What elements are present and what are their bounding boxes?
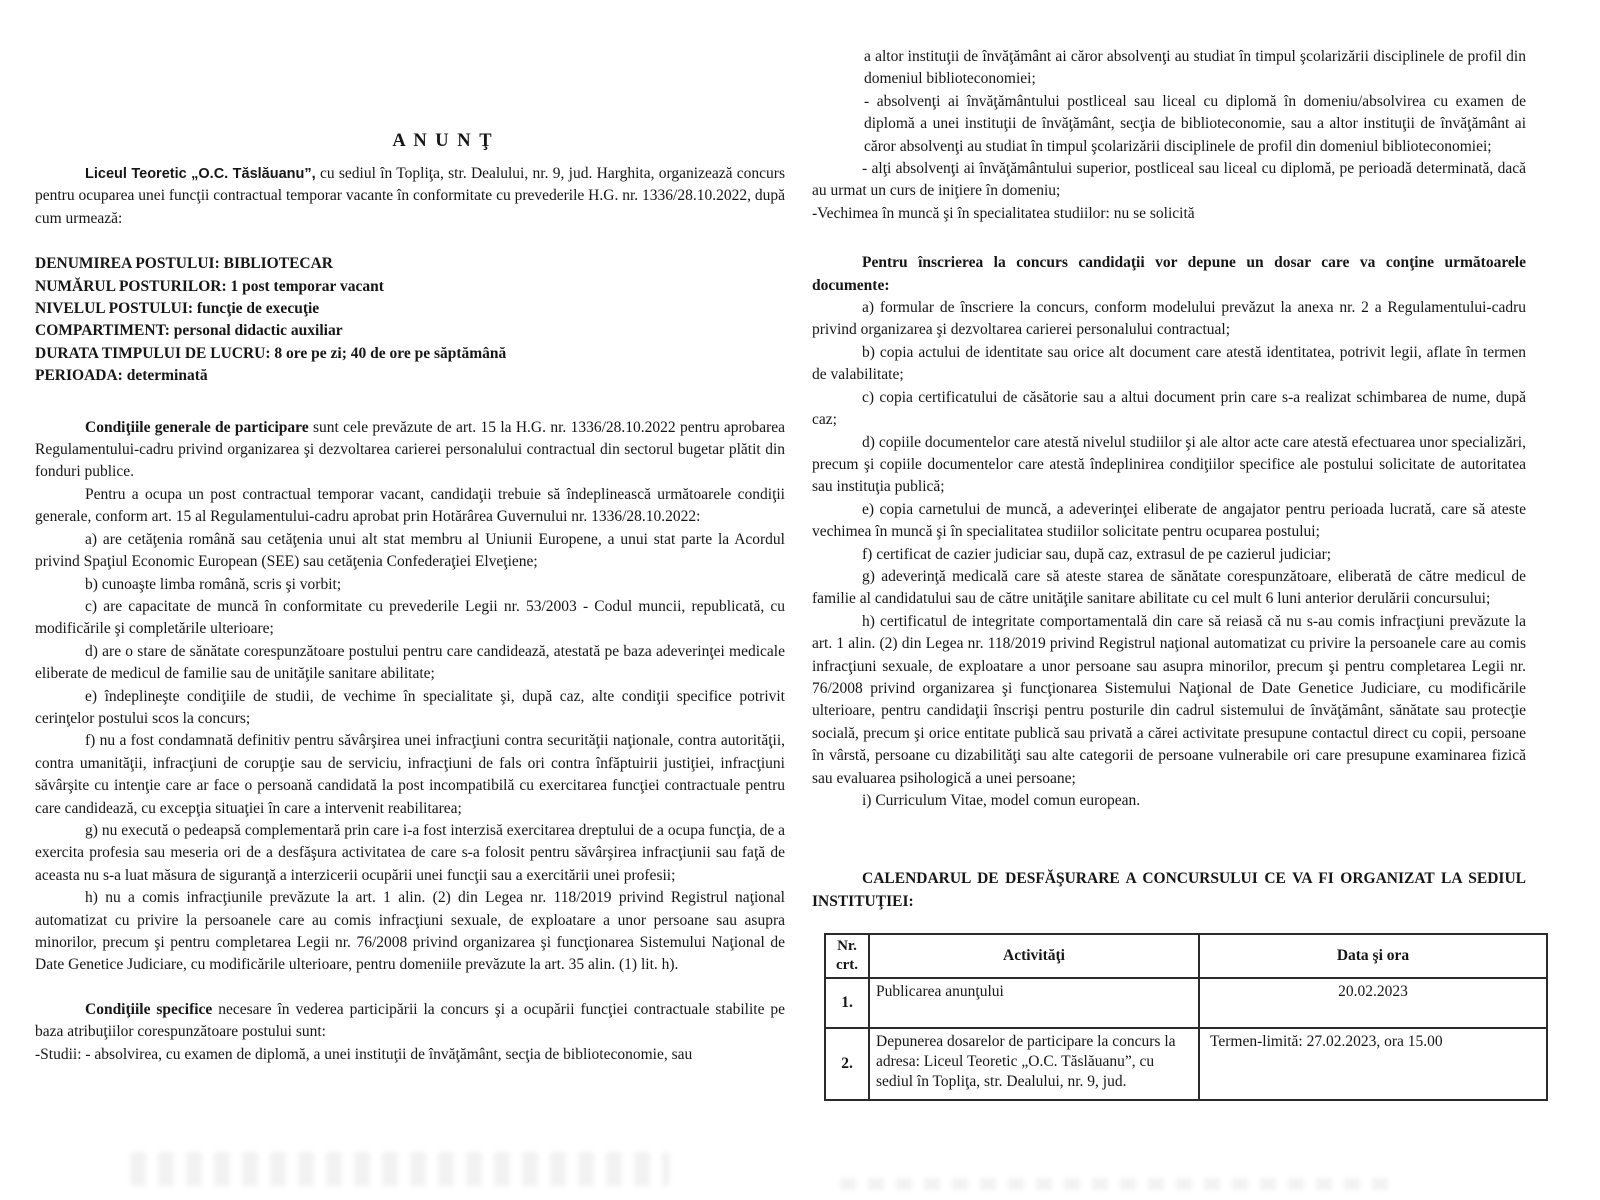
calendar-table-header-row: [825, 934, 1547, 978]
cell-date-1: 20.02.2023: [1199, 978, 1547, 1028]
right-column: [812, 46, 1526, 1101]
job-detail-worktime: DURATA TIMPULUI DE LUCRU: 8 ore pe zi; 40 de ore pe săptămână: [35, 344, 507, 362]
general-conditions-intro: Pentru a ocupa un post contractual temporar vacant, candidaţii trebuie să îndeplinească următoarele condiţii generale, conform art. 15 al Regulamentului-cadru aprobat prin Hotărârea Guvernului nr. 1336/28.10.2022:: [35, 485, 785, 526]
job-detail-position: DENUMIREA POSTULUI: BIBLIOTECAR: [35, 255, 333, 273]
general-conditions-lead: [35, 417, 785, 484]
job-detail-period: PERIOADA: determinată: [35, 367, 208, 385]
general-condition-item-b: b) cunoaşte limba română, scris şi vorbit;: [85, 575, 342, 593]
intro-paragraph: [35, 163, 785, 230]
dossier-item-e: e) copia carnetului de muncă, a adeverinţei eliberate de angajator pentru perioada lucrată, care să ateste vechimea în muncă şi în specialitatea studiilor solicitate pentru ocuparea postului;: [812, 500, 1526, 541]
general-condition-item-a: a) are cetăţenia română sau cetăţenia unui alt stat membru al Uniunii Europene, a unui stat parte la Acordul privind Spaţiul Economic European (SEE) sau cetăţenia Confederaţiei Elveţiene;: [35, 530, 785, 571]
job-details-block: [35, 253, 785, 387]
specific-conditions-lead: [35, 999, 785, 1044]
table-header-activity: Activităţi: [869, 934, 1199, 978]
dossier-item-a: a) formular de înscriere la concurs, conform modelului prevăzut la anexa nr. 2 a Regulamentului-cadru privind organizarea şi dezvoltarea carierei personalului contractual;: [812, 299, 1526, 339]
studies-continuation-1: a altor instituţii de învăţământ ai căror absolvenţi au studiat în timpul şcolarizării disciplinele de profil din domeniul biblioteconomiei;: [864, 48, 1526, 88]
cell-nr-2: 2.: [825, 1028, 869, 1100]
general-condition-item-d: d) are o stare de sănătate corespunzătoare postului pentru care candidează, atestată pe baza adeverinţei medicale eliberate de medicul de familie sau de unităţile sanitare abilitate;: [35, 642, 785, 683]
job-detail-level: NIVELUL POSTULUI: funcţie de execuţie: [35, 300, 320, 318]
general-conditions-lead-rest: sunt cele prevăzute de art. 15 la H.G. nr. 1336/28.10.2022 pentru aprobarea Regulamentului-cadru privind organizarea şi dezvoltarea carierei personalului contractual din sectorul bugetar plătit din fonduri publice.: [35, 418, 786, 481]
institution-name: Liceul Teoretic „O.C. Tăslăuanu”,: [85, 166, 316, 182]
general-condition-item-e: e) îndeplineşte condiţiile de studii, de vechime în specialitate şi, după caz, alte condiţii specifice potrivit cerinţelor postului scos la concurs;: [35, 687, 785, 727]
calendar-heading: CALENDARUL DE DESFĂŞURARE A CONCURSULUI CE VA FI ORGANIZAT LA SEDIUL INSTITUŢIEI:: [812, 870, 1526, 910]
job-detail-compartment: COMPARTIMENT: personal didactic auxiliar: [35, 322, 343, 340]
experience-line: -Vechimea în muncă şi în specialitatea studiilor: nu se solicită: [812, 204, 1195, 222]
intro-text: cu sediul în Topliţa, str. Dealului, nr. 9, jud. Harghita, organizează concurs pentru ocuparea unei funcţii contractual temporar vacante în conformitate cu prevederile H.G. nr. 1336/28.10.2022, după cum urmează:: [35, 165, 785, 227]
dossier-item-b: b) copia actului de identitate sau orice alt document care atestă identitatea, potrivit legii, aflate în termen de valabilitate;: [812, 343, 1526, 384]
table-row-1: [825, 978, 1547, 1028]
general-condition-item-h: h) nu a comis infracţiunile prevăzute la art. 1 alin. (2) din Legea nr. 118/2019 privind Registrul naţional automatizat cu privire la persoanele care au comis infracţiuni sexuale, de exploatare a unor persoane sau asupra minorilor, precum şi pentru completarea Legii nr. 76/2008 privind organizarea şi funcţionarea Sistemului Naţional de Date Genetice Judiciare, cu modificările ulterioare, pentru domeniile prevăzute la art. 35 alin. (1) lit. h).: [35, 889, 785, 974]
general-condition-item-g: g) nu execută o pedeapsă complementară prin care i-a fost interzisă exercitarea dreptului de a ocupa funcţia, de a exercita profesia sau meseria ori de a desfăşura activitatea de care s-a folosit pentru săvârşirea infracţiunii sau faţă de aceasta nu s-a luat măsura de siguranţă a interzicerii ocupării unei funcţii sau a exercitării unei profesii;: [35, 821, 785, 884]
dossier-heading: Pentru înscrierea la concurs candidaţii vor depune un dosar care va conţine următoarele documente:: [812, 254, 1526, 294]
general-condition-item-f: f) nu a fost condamnată definitiv pentru săvârşirea unei infracţiuni contra securităţii naţionale, contra autorităţii, contra umanităţii, infracţiuni de corupţie sau de serviciu, infracţiuni de fals ori contra înfăptuirii justiţiei, infracţiuni săvârşite cu intenţie care ar face o persoană candidată la post incompatibilă cu exercitarea funcţiei contractuale pentru care candidează, cu excepţia situaţiei în care a intervenit reabilitarea;: [35, 732, 785, 817]
job-detail-count: NUMĂRUL POSTURILOR: 1 post temporar vacant: [35, 277, 384, 295]
scan-bleed-artifact: [840, 1178, 1400, 1190]
cell-activity-1: Publicarea anunţului: [869, 978, 1199, 1028]
dossier-item-h: h) certificatul de integritate comportamentală din care să reiasă că nu s-au comis infracţiuni prevăzute la art. 1 alin. (2) din Legea nr. 118/2019 privind Registrul naţional automatizat cu privire la persoanele care au comis infracţiuni sexuale, de exploatare a unor persoane sau asupra minorilor, precum şi pentru completarea Legii nr. 76/2008 privind organizarea şi funcţionarea Sistemului Naţional de Date Genetice Judiciare, cu modificările ulterioare, pentru candidaţii înscrişi pentru posturile din cadrul sistemului de învăţământ, sănătate sau protecţie socială, precum şi orice entitate publică sau privată a cărei activitate presupune contactul direct cu copii, persoane în vârstă, persoane cu dizabilităţi sau alte categorii de persoane vulnerabile ori care presupune examinarea fizică sau evaluarea psihologică a unei persoane;: [812, 612, 1526, 787]
table-header-date: Data şi ora: [1199, 934, 1547, 978]
table-row-2: [825, 1028, 1547, 1100]
studies-line: -Studii: - absolvirea, cu examen de diplomă, a unei instituţii de învăţământ, secţia de biblioteconomie, sau: [35, 1045, 693, 1063]
studies-continuation-2: - absolvenţi ai învăţământului postliceal sau liceal cu diplomă în domeniu/absolvirea cu examen de diplomă a unei instituţii de învăţământ, secţia de biblioteconomie, sau a altor instituţii de învăţământ ai căror absolvenţi au studiat în timpul şcolarizării disciplinele de profil din domeniul biblioteconomiei;: [864, 92, 1526, 155]
dossier-item-f: f) certificat de cazier judiciar sau, după caz, extrasul de pe cazierul judiciar;: [862, 545, 1332, 563]
doc-title: A N U N Ţ: [392, 131, 494, 151]
specific-conditions-lead-bold: Condiţiile specifice: [85, 1000, 213, 1018]
specific-conditions-lead-rest: necesare în vederea participării la concurs şi a ocupării funcţiei contractuale stabilite pe baza atribuţiilor corespunzătoare postului sunt:: [35, 1000, 785, 1041]
table-header-nr: Nr. crt.: [825, 934, 869, 978]
studies-continuation-3: - alţi absolvenţi ai învăţământului superior, postliceal sau liceal cu diplomă, pe perioadă determinată, dacă au urmat un curs de iniţiere în domeniu;: [812, 160, 1526, 200]
dossier-item-i: i) Curriculum Vitae, model comun european.: [862, 792, 1141, 809]
general-condition-item-c: c) are capacitate de muncă în conformitate cu prevederile Legii nr. 53/2003 - Codul muncii, republicată, cu modificările şi completările ulterioare;: [35, 597, 785, 638]
cell-nr-1: 1.: [825, 978, 869, 1028]
cell-date-2: Termen-limită: 27.02.2023, ora 15.00: [1199, 1028, 1547, 1100]
dossier-item-d: d) copiile documentelor care atestă nivelul studiilor şi ale altor acte care atestă efectuarea unor specializări, precum şi copiile documentelor care atestă îndeplinirea condiţiilor specifice ale postului solicitate de autoritatea sau instituţia publică;: [812, 433, 1526, 496]
dossier-item-g: g) adeverinţă medicală care să ateste starea de sănătate corespunzătoare, eliberată de către medicul de familie al candidatului sau de către unităţile sanitare abilitate cu cel mult 6 luni anterior derulării concursului;: [812, 567, 1526, 608]
cell-activity-2: Depunerea dosarelor de participare la concurs la adresa: Liceul Teoretic „O.C. Tăslăuanu”, cu sediul în Topliţa, str. Dealului, nr. 9, jud.: [869, 1028, 1199, 1100]
scan-bleed-artifact: [130, 1152, 670, 1186]
dossier-item-c: c) copia certificatului de căsătorie sau a altui document prin care s-a realizat schimbarea de nume, după caz;: [812, 388, 1526, 429]
left-column: [35, 128, 785, 1066]
calendar-table: [824, 933, 1548, 1101]
general-conditions-lead-bold: Condiţiile generale de participare: [85, 418, 309, 436]
